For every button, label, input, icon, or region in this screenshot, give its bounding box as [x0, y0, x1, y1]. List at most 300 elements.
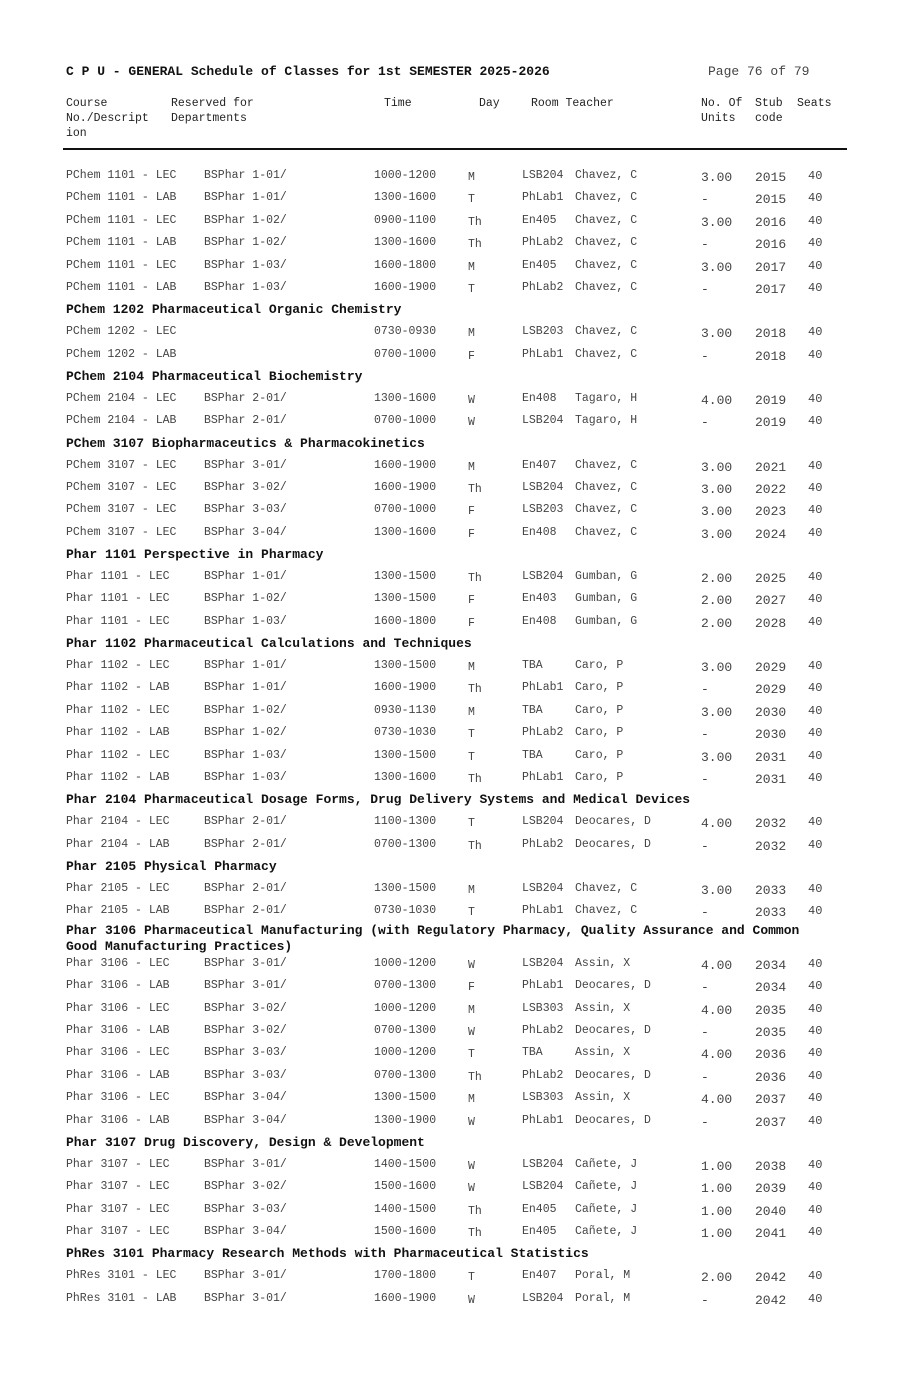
room-cell: En403: [522, 592, 557, 606]
course-cell: Phar 3106 - LAB: [66, 1023, 170, 1037]
table-row: [0, 878, 900, 900]
course-cell: Phar 3106 - LEC: [66, 1046, 170, 1060]
table-row: [0, 277, 900, 299]
col-header-course: Course No./Descript ion: [66, 97, 149, 140]
time-cell: 1500-1600: [374, 1224, 437, 1238]
day-cell: Th: [468, 482, 482, 496]
table-row: [0, 811, 900, 833]
table-row: [0, 232, 900, 254]
teacher-cell: Chavez, C: [575, 503, 638, 517]
department-cell: BSPhar 1-03/: [204, 771, 287, 785]
table-row: [0, 1110, 900, 1132]
page-title: C P U - GENERAL Schedule of Classes for 1st SEMESTER 2025-2026: [66, 64, 550, 79]
department-cell: BSPhar 1-01/: [204, 681, 287, 695]
room-cell: LSB204: [522, 169, 564, 182]
room-cell: PhLab2: [522, 1068, 564, 1082]
units-cell: 4.00: [701, 1002, 733, 1018]
time-cell: 0700-1300: [374, 837, 437, 851]
seats-cell: 40: [808, 726, 823, 741]
units-cell: 3.00: [701, 259, 733, 275]
time-cell: 1600-1800: [374, 258, 437, 272]
table-row: [0, 1176, 900, 1198]
teacher-cell: Caro, P: [575, 659, 624, 673]
stub-code-cell: 2032: [755, 816, 787, 832]
table-row: [0, 745, 900, 767]
seats-cell: 40: [808, 1001, 823, 1016]
units-cell: 2.00: [701, 615, 733, 631]
room-cell: En407: [522, 458, 557, 472]
time-cell: 0730-0930: [374, 325, 437, 339]
schedule-list: [0, 165, 900, 1310]
teacher-cell: Cañete, J: [575, 1202, 638, 1216]
table-row: [0, 321, 900, 343]
table-row: [0, 410, 900, 432]
course-group-title: Phar 3106 Pharmaceutical Manufacturing (with Regulatory Pharmacy, Quality Assurance and Common Good Manufacturing Practices): [66, 922, 800, 954]
seats-cell: 40: [808, 1091, 823, 1106]
seats-cell: 40: [808, 1113, 823, 1128]
seats-cell: 40: [808, 458, 823, 473]
time-cell: 0700-1000: [374, 414, 437, 428]
stub-code-cell: 2016: [755, 237, 787, 253]
seats-cell: 40: [808, 771, 823, 786]
seats-cell: 40: [808, 525, 823, 540]
table-row: [0, 522, 900, 544]
room-cell: LSB204: [522, 1180, 564, 1194]
department-cell: BSPhar 1-02/: [204, 703, 287, 717]
teacher-cell: Caro, P: [575, 726, 624, 740]
stub-code-cell: 2031: [755, 749, 787, 765]
seats-cell: 40: [808, 659, 823, 674]
time-cell: 1000-1200: [374, 1046, 437, 1060]
time-cell: 1300-1500: [374, 1091, 437, 1105]
room-cell: PhLab2: [522, 726, 564, 740]
stub-code-cell: 2027: [755, 593, 787, 609]
seats-cell: 40: [808, 837, 823, 852]
teacher-cell: Chavez, C: [575, 280, 638, 294]
seats-cell: 40: [808, 1291, 823, 1306]
stub-code-cell: 2018: [755, 348, 787, 364]
seats-cell: 40: [808, 882, 823, 896]
department-cell: BSPhar 3-03/: [204, 1202, 287, 1216]
course-group-heading: [0, 1243, 900, 1265]
table-row: [0, 1042, 900, 1064]
day-cell: W: [468, 1293, 475, 1307]
day-cell: M: [468, 884, 475, 897]
day-cell: T: [468, 193, 475, 207]
seats-cell: 40: [808, 280, 823, 295]
department-cell: BSPhar 2-01/: [204, 391, 287, 405]
day-cell: F: [468, 527, 475, 541]
room-cell: LSB204: [522, 882, 564, 895]
teacher-cell: Assin, X: [575, 1091, 631, 1105]
day-cell: W: [468, 958, 475, 972]
time-cell: 1600-1900: [374, 480, 437, 494]
units-cell: -: [701, 1292, 709, 1308]
table-row: [0, 1020, 900, 1042]
day-cell: F: [468, 616, 475, 630]
stub-code-cell: 2042: [755, 1270, 787, 1286]
time-cell: 1500-1600: [374, 1180, 437, 1194]
department-cell: BSPhar 1-02/: [204, 213, 287, 227]
department-cell: BSPhar 1-01/: [204, 169, 287, 182]
day-cell: Th: [468, 773, 482, 787]
teacher-cell: Cañete, J: [575, 1180, 638, 1194]
table-row: [0, 834, 900, 856]
room-cell: LSB204: [522, 815, 564, 829]
course-cell: PChem 1101 - LEC: [66, 169, 177, 182]
room-cell: En405: [522, 1202, 557, 1216]
course-cell: Phar 3106 - LAB: [66, 1068, 170, 1082]
time-cell: 1300-1900: [374, 1113, 437, 1127]
time-cell: 1300-1600: [374, 525, 437, 539]
time-cell: 0700-1000: [374, 347, 437, 361]
table-row: [0, 1288, 900, 1310]
time-cell: 0730-1030: [374, 726, 437, 740]
stub-code-cell: 2040: [755, 1203, 787, 1219]
table-row: [0, 210, 900, 232]
units-cell: -: [701, 772, 709, 788]
stub-code-cell: 2036: [755, 1047, 787, 1063]
time-cell: 0700-1300: [374, 979, 437, 993]
day-cell: W: [468, 1159, 475, 1173]
col-header-reserved: Reserved for Departments: [171, 97, 254, 125]
course-group-heading: [0, 299, 900, 321]
course-cell: Phar 3107 - LEC: [66, 1180, 170, 1194]
teacher-cell: Chavez, C: [575, 169, 638, 182]
time-cell: 1300-1600: [374, 236, 437, 250]
stub-code-cell: 2029: [755, 660, 787, 676]
department-cell: BSPhar 3-01/: [204, 458, 287, 472]
teacher-cell: Deocares, D: [575, 837, 651, 851]
seats-cell: 40: [808, 191, 823, 206]
units-cell: 4.00: [701, 392, 733, 408]
teacher-cell: Chavez, C: [575, 213, 638, 227]
units-cell: 3.00: [701, 459, 733, 475]
seats-cell: 40: [808, 1224, 823, 1239]
time-cell: 1400-1500: [374, 1202, 437, 1216]
time-cell: 0700-1300: [374, 1023, 437, 1037]
units-cell: -: [701, 192, 709, 208]
course-group-title: Phar 2105 Physical Pharmacy: [66, 859, 277, 875]
units-cell: 1.00: [701, 1158, 733, 1174]
day-cell: W: [468, 1115, 475, 1129]
department-cell: BSPhar 3-01/: [204, 956, 287, 970]
course-cell: PChem 3107 - LEC: [66, 525, 177, 539]
units-cell: -: [701, 905, 709, 921]
stub-code-cell: 2019: [755, 392, 787, 408]
table-row: [0, 677, 900, 699]
table-row: [0, 953, 900, 975]
units-cell: 3.00: [701, 660, 733, 676]
course-cell: PChem 1101 - LAB: [66, 280, 177, 294]
units-cell: -: [701, 1114, 709, 1130]
units-cell: 2.00: [701, 1270, 733, 1286]
day-cell: W: [468, 1025, 475, 1039]
room-cell: LSB204: [522, 570, 564, 584]
table-row: [0, 455, 900, 477]
seats-cell: 40: [808, 414, 823, 429]
teacher-cell: Chavez, C: [575, 258, 638, 272]
table-row: [0, 700, 900, 722]
room-cell: TBA: [522, 659, 543, 673]
day-cell: F: [468, 594, 475, 608]
department-cell: BSPhar 3-02/: [204, 480, 287, 494]
teacher-cell: Chavez, C: [575, 325, 638, 339]
table-row: [0, 588, 900, 610]
units-cell: 1.00: [701, 1181, 733, 1197]
seats-cell: 40: [808, 503, 823, 518]
day-cell: Th: [468, 839, 482, 853]
day-cell: Th: [468, 1226, 482, 1240]
units-cell: 3.00: [701, 170, 733, 185]
stub-code-cell: 2033: [755, 905, 787, 921]
units-cell: -: [701, 980, 709, 996]
table-row: [0, 1265, 900, 1287]
time-cell: 1300-1600: [374, 191, 437, 205]
teacher-cell: Chavez, C: [575, 480, 638, 494]
day-cell: M: [468, 171, 475, 184]
room-cell: PhLab2: [522, 236, 564, 250]
teacher-cell: Deocares, D: [575, 815, 651, 829]
course-cell: PChem 3107 - LEC: [66, 458, 177, 472]
col-header-room-teacher: Room Teacher: [531, 97, 614, 110]
course-cell: Phar 1102 - LAB: [66, 726, 170, 740]
course-cell: Phar 3106 - LAB: [66, 1113, 170, 1127]
room-cell: TBA: [522, 703, 543, 717]
teacher-cell: Deocares, D: [575, 979, 651, 993]
room-cell: En405: [522, 1224, 557, 1238]
teacher-cell: Assin, X: [575, 1001, 631, 1015]
department-cell: BSPhar 3-04/: [204, 1224, 287, 1238]
room-cell: En405: [522, 213, 557, 227]
course-cell: Phar 3106 - LEC: [66, 956, 170, 970]
course-cell: PChem 1101 - LAB: [66, 236, 177, 250]
stub-code-cell: 2037: [755, 1092, 787, 1108]
seats-cell: 40: [808, 681, 823, 696]
day-cell: M: [468, 705, 475, 719]
day-cell: Th: [468, 215, 482, 229]
units-cell: 4.00: [701, 1047, 733, 1063]
room-cell: PhLab1: [522, 771, 564, 785]
teacher-cell: Chavez, C: [575, 458, 638, 472]
stub-code-cell: 2015: [755, 170, 787, 185]
room-cell: En405: [522, 258, 557, 272]
table-row: [0, 1065, 900, 1087]
course-cell: Phar 3106 - LEC: [66, 1001, 170, 1015]
units-cell: -: [701, 727, 709, 743]
stub-code-cell: 2033: [755, 883, 787, 898]
department-cell: BSPhar 3-03/: [204, 1046, 287, 1060]
units-cell: -: [701, 838, 709, 854]
teacher-cell: Gumban, G: [575, 592, 638, 606]
stub-code-cell: 2024: [755, 526, 787, 542]
course-group-title: Phar 2104 Pharmaceutical Dosage Forms, Drug Delivery Systems and Medical Devices: [66, 792, 691, 808]
day-cell: F: [468, 981, 475, 995]
department-cell: BSPhar 3-01/: [204, 1291, 287, 1305]
stub-code-cell: 2035: [755, 1024, 787, 1040]
course-group-heading: [0, 856, 900, 878]
day-cell: T: [468, 906, 475, 920]
seats-cell: 40: [808, 815, 823, 830]
teacher-cell: Chavez, C: [575, 236, 638, 250]
course-cell: PChem 3107 - LEC: [66, 480, 177, 494]
table-row: [0, 477, 900, 499]
teacher-cell: Chavez, C: [575, 904, 638, 918]
course-cell: Phar 3107 - LEC: [66, 1224, 170, 1238]
course-group-heading: [0, 1132, 900, 1154]
time-cell: 1300-1500: [374, 748, 437, 762]
units-cell: -: [701, 1024, 709, 1040]
day-cell: T: [468, 817, 475, 831]
units-cell: 2.00: [701, 593, 733, 609]
units-cell: 3.00: [701, 504, 733, 520]
units-cell: 3.00: [701, 749, 733, 765]
room-cell: LSB204: [522, 1157, 564, 1171]
stub-code-cell: 2028: [755, 615, 787, 631]
course-cell: Phar 1101 - LEC: [66, 592, 170, 606]
room-cell: TBA: [522, 748, 543, 762]
day-cell: F: [468, 349, 475, 363]
course-cell: Phar 2104 - LEC: [66, 815, 170, 829]
time-cell: 1600-1800: [374, 614, 437, 628]
course-cell: Phar 2105 - LEC: [66, 882, 170, 895]
course-group-title: Phar 3107 Drug Discovery, Design & Development: [66, 1134, 425, 1150]
time-cell: 0700-1300: [374, 1068, 437, 1082]
room-cell: LSB204: [522, 414, 564, 428]
seats-cell: 40: [808, 703, 823, 718]
time-cell: 1700-1800: [374, 1269, 437, 1283]
time-cell: 1300-1500: [374, 592, 437, 606]
day-cell: M: [468, 327, 475, 341]
day-cell: M: [468, 1093, 475, 1107]
day-cell: F: [468, 505, 475, 519]
teacher-cell: Poral, M: [575, 1291, 631, 1305]
table-row: [0, 998, 900, 1020]
day-cell: M: [468, 1003, 475, 1017]
seats-cell: 40: [808, 1046, 823, 1061]
room-cell: En408: [522, 391, 557, 405]
units-cell: 4.00: [701, 816, 733, 832]
units-cell: 3.00: [701, 481, 733, 497]
units-cell: 4.00: [701, 957, 733, 973]
units-cell: 1.00: [701, 1225, 733, 1241]
room-cell: PhLab1: [522, 681, 564, 695]
stub-code-cell: 2018: [755, 326, 787, 342]
teacher-cell: Poral, M: [575, 1269, 631, 1283]
col-header-day: Day: [479, 97, 500, 110]
teacher-cell: Assin, X: [575, 956, 631, 970]
course-cell: Phar 1102 - LAB: [66, 771, 170, 785]
seats-cell: 40: [808, 1068, 823, 1083]
room-cell: PhLab2: [522, 280, 564, 294]
time-cell: 1000-1200: [374, 169, 437, 182]
course-cell: PChem 1101 - LAB: [66, 191, 177, 205]
day-cell: Th: [468, 572, 482, 586]
time-cell: 1300-1600: [374, 391, 437, 405]
table-row: [0, 187, 900, 209]
units-cell: 3.00: [701, 704, 733, 720]
department-cell: BSPhar 3-02/: [204, 1180, 287, 1194]
teacher-cell: Deocares, D: [575, 1023, 651, 1037]
department-cell: BSPhar 2-01/: [204, 882, 287, 895]
seats-cell: 40: [808, 979, 823, 994]
stub-code-cell: 2036: [755, 1069, 787, 1085]
time-cell: 0930-1130: [374, 703, 437, 717]
teacher-cell: Cañete, J: [575, 1157, 638, 1171]
units-cell: 2.00: [701, 571, 733, 587]
seats-cell: 40: [808, 748, 823, 763]
time-cell: 1000-1200: [374, 1001, 437, 1015]
day-cell: T: [468, 1048, 475, 1062]
table-row: [0, 767, 900, 789]
course-cell: Phar 3106 - LEC: [66, 1091, 170, 1105]
table-row: [0, 388, 900, 410]
col-header-seats: Seats: [797, 97, 832, 110]
seats-cell: 40: [808, 391, 823, 406]
time-cell: 1300-1500: [374, 882, 437, 895]
course-cell: Phar 1102 - LEC: [66, 659, 170, 673]
course-group-title: Phar 1102 Pharmaceutical Calculations and Techniques: [66, 636, 472, 652]
department-cell: BSPhar 3-02/: [204, 1023, 287, 1037]
units-cell: -: [701, 348, 709, 364]
course-cell: Phar 3107 - LEC: [66, 1157, 170, 1171]
day-cell: M: [468, 260, 475, 274]
teacher-cell: Caro, P: [575, 681, 624, 695]
department-cell: BSPhar 3-02/: [204, 1001, 287, 1015]
course-group-title: PhRes 3101 Pharmacy Research Methods with Pharmaceutical Statistics: [66, 1246, 589, 1262]
seats-cell: 40: [808, 325, 823, 340]
course-cell: Phar 3106 - LAB: [66, 979, 170, 993]
units-cell: -: [701, 1069, 709, 1085]
time-cell: 1600-1900: [374, 681, 437, 695]
seats-cell: 40: [808, 904, 823, 919]
course-cell: PChem 1202 - LAB: [66, 347, 177, 361]
course-group-heading: [0, 366, 900, 388]
col-header-stub: Stub code: [755, 97, 783, 125]
department-cell: BSPhar 1-01/: [204, 659, 287, 673]
course-group-heading: [0, 433, 900, 455]
room-cell: PhLab1: [522, 191, 564, 205]
stub-code-cell: 2042: [755, 1292, 787, 1308]
seats-cell: 40: [808, 347, 823, 362]
units-cell: 3.00: [701, 326, 733, 342]
seats-cell: 40: [808, 236, 823, 251]
col-header-units: No. Of Units: [701, 97, 743, 125]
department-cell: BSPhar 1-02/: [204, 726, 287, 740]
room-cell: PhLab2: [522, 1023, 564, 1037]
department-cell: BSPhar 3-04/: [204, 1091, 287, 1105]
department-cell: BSPhar 3-01/: [204, 979, 287, 993]
stub-code-cell: 2022: [755, 481, 787, 497]
room-cell: PhLab2: [522, 837, 564, 851]
room-cell: PhLab1: [522, 904, 564, 918]
time-cell: 1300-1600: [374, 771, 437, 785]
room-cell: LSB203: [522, 503, 564, 517]
teacher-cell: Chavez, C: [575, 525, 638, 539]
room-cell: LSB204: [522, 1291, 564, 1305]
course-group-heading: [0, 544, 900, 566]
day-cell: M: [468, 460, 475, 474]
course-cell: Phar 1101 - LEC: [66, 614, 170, 628]
course-cell: Phar 1102 - LEC: [66, 703, 170, 717]
units-cell: 3.00: [701, 883, 733, 898]
teacher-cell: Tagaro, H: [575, 391, 638, 405]
stub-code-cell: 2034: [755, 980, 787, 996]
table-row: [0, 344, 900, 366]
course-cell: Phar 1102 - LEC: [66, 748, 170, 762]
stub-code-cell: 2025: [755, 571, 787, 587]
table-row: [0, 975, 900, 997]
